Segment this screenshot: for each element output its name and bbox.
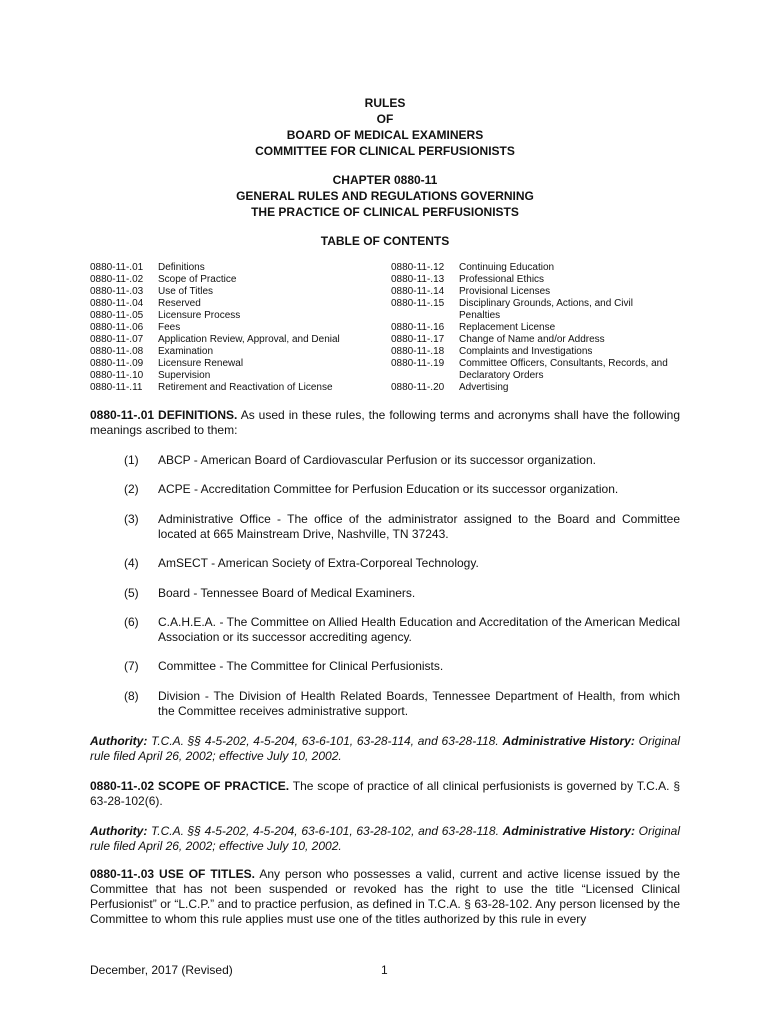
definition-item bbox=[90, 512, 680, 542]
toc-entry-title: Scope of Practice bbox=[158, 274, 237, 285]
toc-entry bbox=[90, 274, 340, 286]
toc-entry bbox=[90, 322, 340, 334]
definition-text: Division - The Division of Health Related Boards, Tennessee Department of Health, from which the Committee receives administrative support. bbox=[158, 689, 680, 718]
toc-entry-number: 0880-11-.01 bbox=[90, 262, 144, 273]
toc-entry-number: 0880-11-.14 bbox=[391, 286, 445, 297]
definition-text: Board - Tennessee Board of Medical Examiners. bbox=[158, 586, 416, 600]
toc-entry-title: Use of Titles bbox=[158, 286, 214, 297]
toc-entry-number: 0880-11-.10 bbox=[90, 370, 144, 381]
toc-entry bbox=[90, 286, 340, 298]
toc-entry-number: 0880-11-.04 bbox=[90, 298, 144, 309]
toc-entry bbox=[90, 346, 340, 358]
toc-entry-title: Continuing Education bbox=[459, 262, 555, 273]
definition-text: ACPE - Accreditation Committee for Perfusion Education or its successor organization. bbox=[158, 482, 619, 496]
section-01-heading: 0880-11-.01 DEFINITIONS. bbox=[90, 408, 238, 422]
toc-right-column bbox=[391, 262, 668, 394]
document-header bbox=[0, 95, 770, 159]
chapter-heading bbox=[0, 172, 770, 220]
definition-item bbox=[90, 689, 680, 719]
toc-entry bbox=[391, 286, 668, 298]
toc-entry bbox=[90, 310, 340, 322]
history-label: Administrative History: bbox=[502, 734, 635, 748]
footer-page-number: 1 bbox=[381, 963, 388, 977]
toc-entry bbox=[391, 322, 668, 334]
definition-number: (8) bbox=[124, 689, 139, 703]
authority-block-1 bbox=[90, 734, 680, 764]
toc-entry-title: Definitions bbox=[158, 262, 205, 273]
definition-item bbox=[90, 659, 680, 674]
toc-entry-title: Change of Name and/or Address bbox=[459, 334, 605, 345]
header-board: BOARD OF MEDICAL EXAMINERS bbox=[286, 128, 484, 142]
definition-item bbox=[90, 586, 680, 601]
toc-entry bbox=[391, 382, 668, 394]
header-committee: COMMITTEE FOR CLINICAL PERFUSIONISTS bbox=[255, 144, 515, 158]
definition-text: C.A.H.E.A. - The Committee on Allied Health Education and Accreditation of the American Medical Association or its successor accrediting agency. bbox=[158, 615, 680, 644]
toc-entry-title: Reserved bbox=[158, 298, 201, 309]
authority-block-2 bbox=[90, 824, 680, 854]
toc-entry bbox=[391, 370, 668, 382]
toc-entry-number: 0880-11-.09 bbox=[90, 358, 144, 369]
history-label: Administrative History: bbox=[502, 824, 635, 838]
toc-entry bbox=[391, 310, 668, 322]
toc-entry-title: Complaints and Investigations bbox=[459, 346, 593, 357]
toc-entry-title: Advertising bbox=[459, 382, 509, 393]
toc-entry-title: Provisional Licenses bbox=[459, 286, 551, 297]
definition-number: (6) bbox=[124, 615, 139, 629]
toc-entry bbox=[90, 358, 340, 370]
toc-entry-number: 0880-11-.12 bbox=[391, 262, 445, 273]
toc-entry bbox=[90, 298, 340, 310]
definition-item bbox=[90, 615, 680, 645]
toc-entry-number: 0880-11-.08 bbox=[90, 346, 144, 357]
toc-left-column bbox=[90, 262, 340, 394]
history-text: Original rule filed April 26, 2002; effective July 10, 2002. bbox=[90, 824, 680, 853]
chapter-title-line1: GENERAL RULES AND REGULATIONS GOVERNING bbox=[236, 189, 534, 203]
definition-number: (7) bbox=[124, 659, 139, 673]
header-of: OF bbox=[376, 112, 394, 126]
toc-entry-number bbox=[391, 370, 459, 382]
toc-entry bbox=[391, 346, 668, 358]
toc-entry-title: Penalties bbox=[459, 310, 501, 321]
section-02 bbox=[90, 779, 680, 809]
authority-label: Authority: bbox=[90, 824, 148, 838]
toc-entry bbox=[391, 262, 668, 274]
toc-entry-number: 0880-11-.18 bbox=[391, 346, 445, 357]
history-text: Original rule filed April 26, 2002; effective July 10, 2002. bbox=[90, 734, 681, 763]
toc-entry-title: Retirement and Reactivation of License bbox=[158, 382, 333, 393]
section-02-heading: 0880-11-.02 SCOPE OF PRACTICE. bbox=[90, 779, 290, 793]
definition-number: (2) bbox=[124, 482, 139, 496]
definition-item bbox=[90, 453, 680, 468]
toc-entry-title: Application Review, Approval, and Denial bbox=[158, 334, 340, 345]
definition-item bbox=[90, 556, 680, 571]
toc-entry-title: Licensure Process bbox=[158, 310, 241, 321]
toc-entry-number: 0880-11-.02 bbox=[90, 274, 144, 285]
chapter-title-line2: THE PRACTICE OF CLINICAL PERFUSIONISTS bbox=[251, 205, 519, 219]
definition-number: (3) bbox=[124, 512, 139, 526]
toc-entry-title: Committee Officers, Consultants, Records, and bbox=[459, 358, 668, 369]
definition-text: ABCP - American Board of Cardiovascular Perfusion or its successor organization. bbox=[158, 453, 596, 467]
toc-entry bbox=[90, 262, 340, 274]
toc-entry bbox=[90, 370, 340, 382]
toc-entry-number bbox=[391, 310, 459, 322]
toc-entry-title: Disciplinary Grounds, Actions, and Civil bbox=[459, 298, 633, 309]
toc-entry-number: 0880-11-.19 bbox=[391, 358, 445, 369]
toc-entry-title: Fees bbox=[158, 322, 181, 333]
authority-label: Authority: bbox=[90, 734, 148, 748]
toc-entry-number: 0880-11-.15 bbox=[391, 298, 445, 309]
toc-entry bbox=[391, 298, 668, 310]
toc-entry bbox=[391, 334, 668, 346]
section-03-heading: 0880-11-.03 USE OF TITLES. bbox=[90, 867, 256, 881]
section-01 bbox=[90, 408, 680, 438]
toc-entry-title: Licensure Renewal bbox=[158, 358, 244, 369]
toc-entry-number: 0880-11-.13 bbox=[391, 274, 445, 285]
authority-citations: T.C.A. §§ 4-5-202, 4-5-204, 63-6-101, 63-28-114, and 63-28-118. bbox=[151, 734, 499, 748]
definition-number: (4) bbox=[124, 556, 139, 570]
section-03-text: Any person who possesses a valid, current and active license issued by the Committee that has not been suspended or revoked has the right to use the title “Licensed Clinical Perfusionist” or “L.C.P.” and to practice perfusion, as defined in T.C.A. § 63-28-102. Any person licensed by the Committee to whom this rule applies must use one of the titles authorized by this rule in every bbox=[90, 867, 681, 926]
toc-entry-title: Supervision bbox=[158, 370, 211, 381]
definition-item bbox=[90, 482, 680, 497]
toc-entry bbox=[90, 334, 340, 346]
definition-text: Committee - The Committee for Clinical Perfusionists. bbox=[158, 659, 444, 673]
chapter-number: CHAPTER 0880-11 bbox=[332, 173, 438, 187]
definition-number: (5) bbox=[124, 586, 139, 600]
toc-entry bbox=[391, 358, 668, 370]
section-03 bbox=[90, 867, 680, 927]
authority-citations: T.C.A. §§ 4-5-202, 4-5-204, 63-6-101, 63-28-102, and 63-28-118. bbox=[151, 824, 499, 838]
toc-entry-number: 0880-11-.07 bbox=[90, 334, 144, 345]
definition-text: Administrative Office - The office of the administrator assigned to the Board and Committee located at 665 Mainstream Drive, Nashville, TN 37243. bbox=[158, 512, 680, 541]
toc-entry-number: 0880-11-.05 bbox=[90, 310, 144, 321]
section-02-text: The scope of practice of all clinical perfusionists is governed by T.C.A. § 63-28-102(6). bbox=[90, 779, 680, 808]
definition-number: (1) bbox=[124, 453, 139, 467]
toc-entry-number: 0880-11-.11 bbox=[90, 382, 143, 393]
section-01-text: As used in these rules, the following terms and acronyms shall have the following meanings ascribed to them: bbox=[90, 408, 680, 437]
definition-text: AmSECT - American Society of Extra-Corporeal Technology. bbox=[158, 556, 479, 570]
toc-entry-title: Replacement License bbox=[459, 322, 556, 333]
toc-entry-number: 0880-11-.17 bbox=[391, 334, 445, 345]
toc-entry-number: 0880-11-.03 bbox=[90, 286, 144, 297]
toc-entry-number: 0880-11-.20 bbox=[391, 382, 445, 393]
footer-date: December, 2017 (Revised) bbox=[90, 963, 233, 977]
toc-entry-title: Declaratory Orders bbox=[459, 370, 544, 381]
toc-entry-number: 0880-11-.16 bbox=[391, 322, 445, 333]
toc-entry-title: Examination bbox=[158, 346, 214, 357]
toc-entry-title: Professional Ethics bbox=[459, 274, 545, 285]
toc-heading: TABLE OF CONTENTS bbox=[320, 234, 450, 248]
header-rules: RULES bbox=[364, 96, 406, 110]
toc-entry bbox=[90, 382, 340, 394]
toc-entry bbox=[391, 274, 668, 286]
toc-entry-number: 0880-11-.06 bbox=[90, 322, 144, 333]
